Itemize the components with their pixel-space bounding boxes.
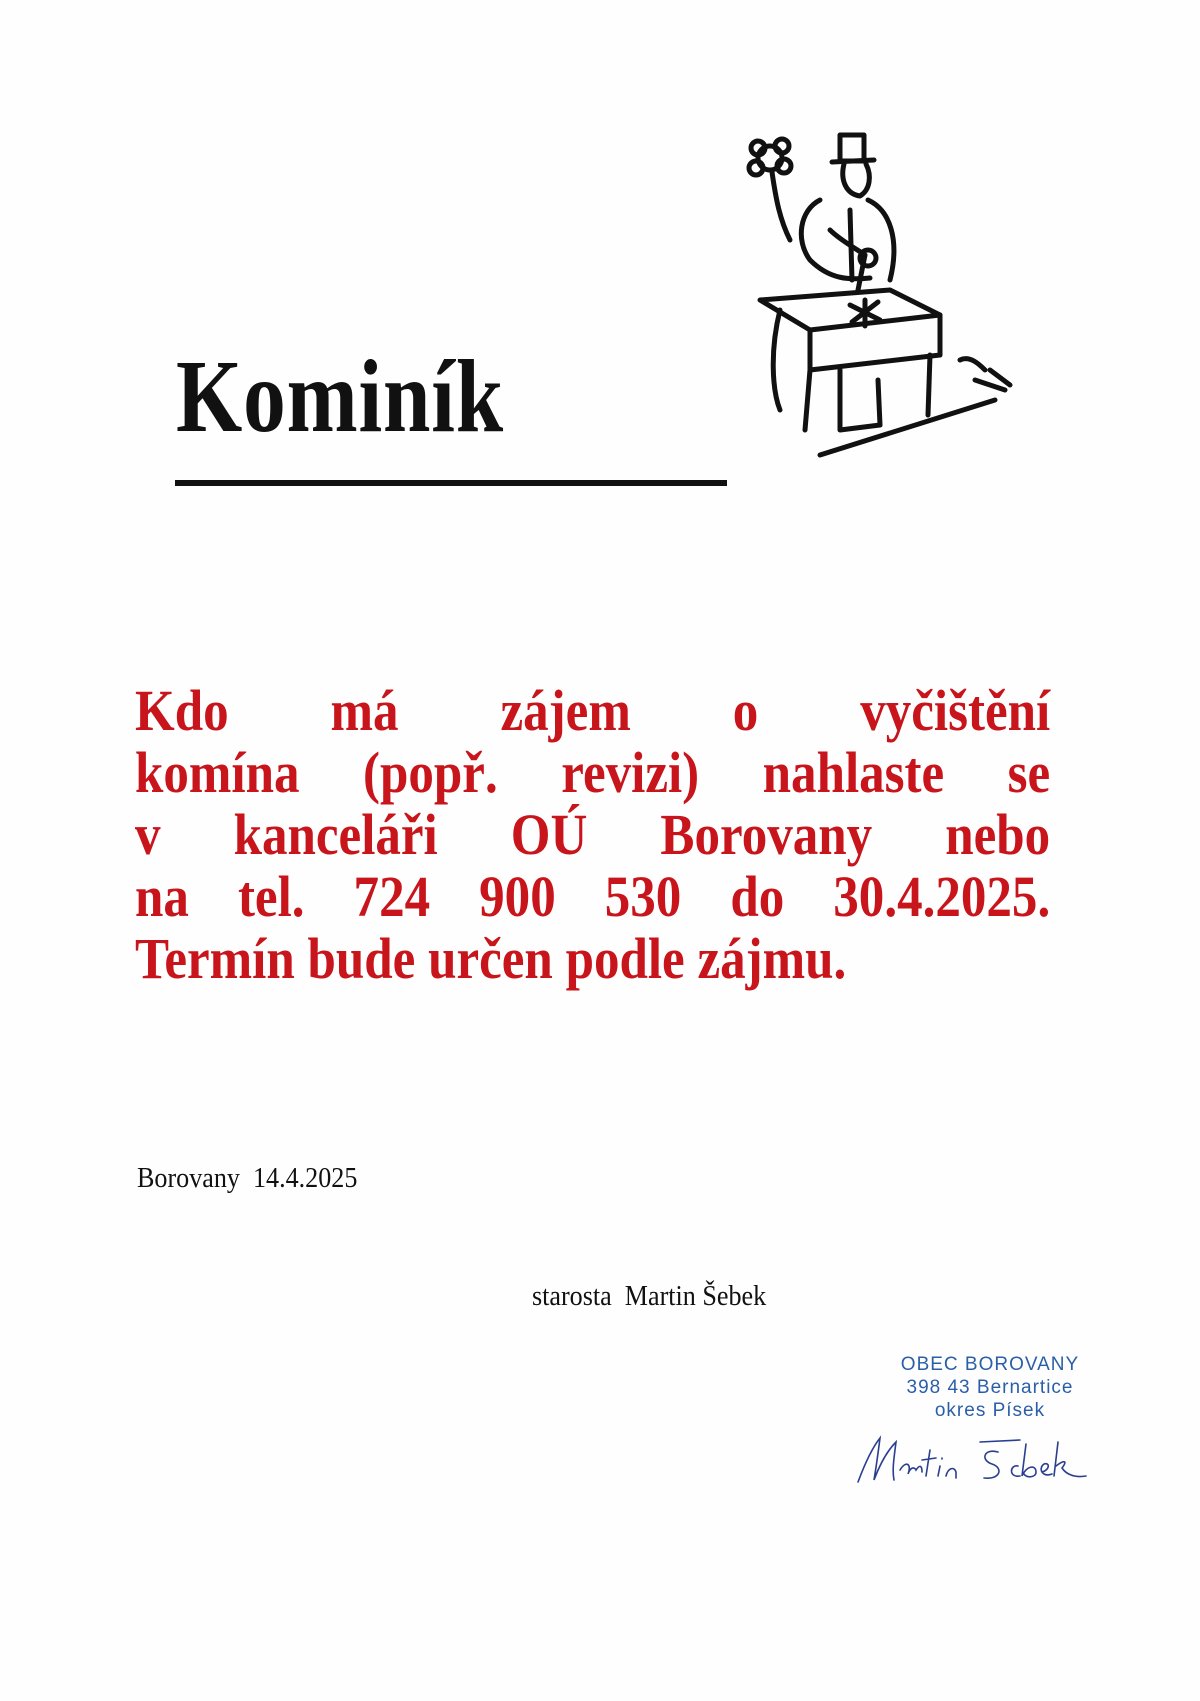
notice-line: v kanceláři OÚ Borovany nebo bbox=[135, 802, 1051, 867]
place-date: Borovany 14.4.2025 bbox=[137, 1162, 358, 1194]
notice-line: na tel. 724 900 530 do 30.4.2025. bbox=[135, 864, 1051, 929]
notice-line: Kdo má zájem o vyčištění bbox=[135, 678, 1051, 743]
handwritten-signature bbox=[850, 1430, 1090, 1490]
stamp-line: okres Písek bbox=[934, 1400, 1046, 1421]
notice-text bbox=[135, 678, 1051, 991]
official-stamp bbox=[880, 1353, 1100, 1422]
title-underline bbox=[175, 480, 727, 486]
chimney-sweep-icon bbox=[740, 130, 1020, 460]
stamp-line: 398 43 Bernartice bbox=[906, 1377, 1074, 1398]
stamp-line: OBEC BOROVANY bbox=[900, 1354, 1080, 1375]
page-title: Kominík bbox=[176, 339, 504, 454]
signatory: starosta Martin Šebek bbox=[532, 1280, 767, 1312]
notice-line: Termín bude určen podle zájmu. bbox=[135, 926, 847, 991]
notice-line: komína (popř. revizi) nahlaste se bbox=[135, 740, 1051, 805]
